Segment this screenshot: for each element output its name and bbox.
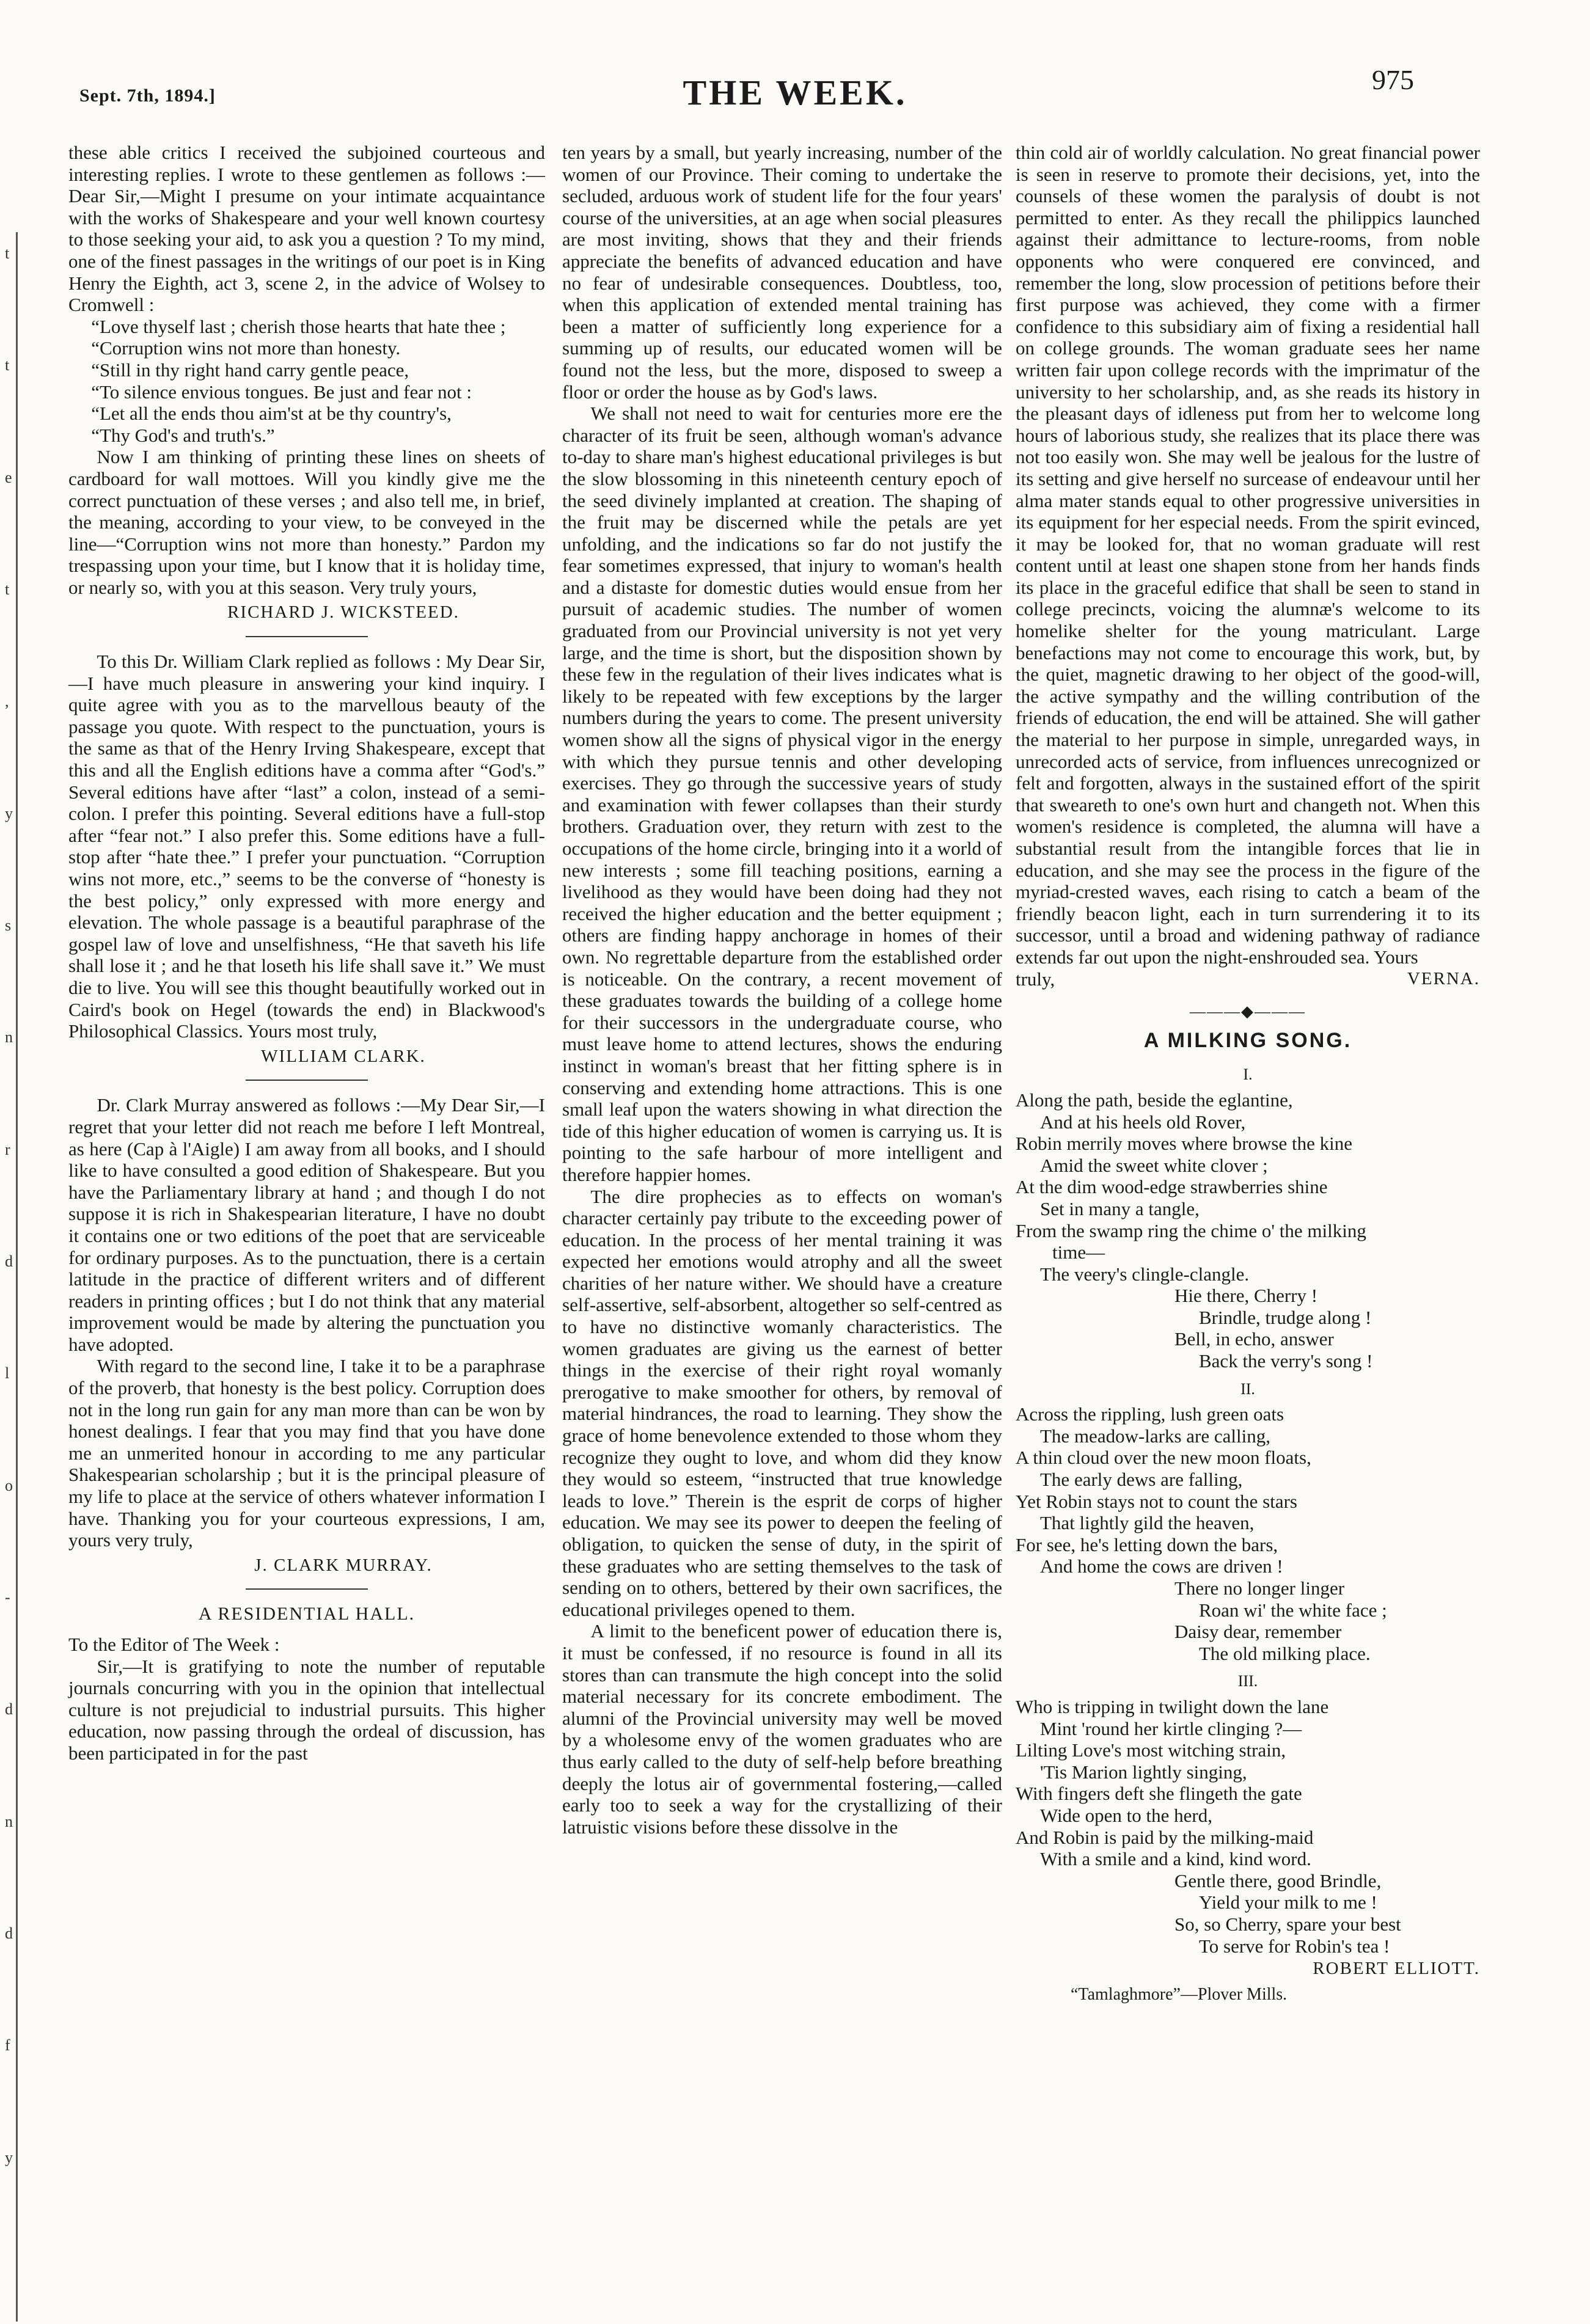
edge-fragment: d: [5, 1252, 13, 1270]
stanza-number: II.: [1240, 1379, 1255, 1398]
column-1: [68, 142, 545, 1764]
poem-line: That lightly gild the heaven,: [1040, 1512, 1255, 1534]
article-paragraph: We shall not need to wait for centuries more ere the character of its fruit be seen, although woman's advance to-day to share man's highest educational privileges is but the slow blossoming in this nineteenth century epoch of the seed divinely implanted at creation. The shaping of the fruit may be discerned while the petals are yet unfolding, and the indications so far do not justify the fear sometimes expressed, that injury to woman's health and a distaste for domestic duties would ensue from her pursuit of academic studies. The number of women graduated from our Provincial university is not yet very large, and the time is short, but the disposition shown by these few in the regulation of their lives indicates what is likely to be repeated with few exceptions by the larger numbers during the years to come. The present university women show all the signs of physical vigor in the energy with which they pursue tennis and other developing exercises. They go through the successive years of study and examination with fewer collapses than their sturdy brothers. Graduation over, they return with zest to the occupations of the home circle, bringing into it a world of new interests ; some fill teaching positions, earning a livelihood as they would have been doing had they not received the higher education and the better equipment ; others are finding happy anchorage in homes of their own. No regrettable departure from the established order is noticeable. On the contrary, a recent movement of these graduates towards the building of a college home for their successors in the undergraduate course, who must leave home to attend lectures, shows the enduring instinct in woman's breast that her fitting sphere is in conserving and extending home attractions. This is one small leaf upon the waters showing in what direction the tide of this higher education of women is carrying us. It is pointing to the safe harbour of more intelligent and therefore happier homes.: [562, 403, 1002, 1185]
poem-line: Roan wi' the white face ;: [1199, 1599, 1387, 1621]
poem-line: Yet Robin stays not to count the stars: [1016, 1490, 1297, 1512]
stanza-2: [1016, 1403, 1480, 1664]
poem-line: The meadow-larks are calling,: [1040, 1425, 1270, 1447]
poem-line: Set in many a tangle,: [1040, 1197, 1200, 1219]
edge-fragment: n: [5, 1813, 13, 1830]
divider: [246, 1588, 368, 1590]
edge-fragment: ,: [5, 692, 9, 710]
signoff-closing: truly,: [1016, 968, 1055, 990]
poem-line: With fingers deft she flingeth the gate: [1016, 1783, 1302, 1805]
poem-line: 'Tis Marion lightly singing,: [1040, 1761, 1247, 1783]
article-paragraph: thin cold air of worldly calculation. No great financial power is seen in reserve to promote their decisions, yet, into the counsels of these women the paralysis of doubt is not permitted to enter. As they recall the philippics launched against their admittance to lecture-rooms, from noble opponents who were conquered ere convinced, and remember the long, slow procession of petitions before their first purpose was achieved, they come with a firmer confidence to this subsidiary aim of fixing a residential hall on college grounds. The woman graduate sees her name written fair upon college records with the imprimatur of the university to her scholarship, and, as she reads its history in the pleasant days of idleness put from her to welcome long hours of laborious study, she realizes that its place there was not too easily won. She may well be jealous for the lustre of its setting and give herself no surcease of endeavour until her alma mater stands equal to other progressive universities in its equipment for her especial needs. From the spirit evinced, it may be looked for, that no woman graduate will rest content until at least one shapen stone from her hands finds its place in the graceful edifice that shall be seen to stand in college precincts, voicing the alumnæ's welcome to its homelike shelter for the young matriculant. Large benefactions may not come to encourage this work, but, by the quiet, magnetic drawing to her object of the good-will, the active sympathy and the willing contribution of the friends of education, the end will be attained. She will gather the material to her purpose in simple, unregarded ways, in unrecorded acts of service, from influences unrecognized or felt and forgotten, always in the sustained effort of the spirit that sweareth to one's own hurt and changeth not. When this women's residence is completed, the alumna will have a substantial result from the intangible forces that lie in education, and she may see the process in the figure of the myriad-crested waves, each rising to catch a beam of the friendly beacon light, each in turn surrendering it to its successor, until a broad and widening pathway of radiance extends far out upon the night-enshrouded sea. Yours: [1016, 142, 1480, 968]
verna-signoff: [1016, 968, 1480, 990]
poem-line: Along the path, beside the eglantine,: [1016, 1089, 1293, 1111]
poem-line: From the swamp ring the chime o' the milking: [1016, 1219, 1366, 1241]
residential-hall-paragraph: Sir,—It is gratifying to note the number of reputable journals concurring with you in the opinion that intellectual culture is not prejudicial to industrial pursuits. This higher education, now passing through the ordeal of discussion, has been participated in for the past: [68, 1655, 545, 1764]
poem-line: Robin merrily moves where browse the kine: [1016, 1133, 1352, 1155]
quote-line: “Love thyself last ; cherish those hearts that hate thee ;: [91, 315, 506, 337]
divider: [246, 1080, 368, 1081]
publication-title: THE WEEK.: [683, 73, 907, 112]
poem-line: With a smile and a kind, kind word.: [1040, 1848, 1311, 1870]
poem-line: At the dim wood-edge strawberries shine: [1016, 1176, 1328, 1198]
poem-line: For see, he's letting down the bars,: [1016, 1533, 1278, 1555]
poem-line: There no longer linger: [1174, 1577, 1345, 1599]
quote-line: “To silence envious tongues. Be just and fear not :: [91, 381, 472, 403]
poem-line: And home the cows are driven !: [1040, 1555, 1283, 1577]
quote-line: “Thy God's and truth's.”: [91, 424, 275, 446]
poem-line: Who is tripping in twilight down the lane: [1016, 1695, 1329, 1717]
poem-line: And Robin is paid by the milking-maid: [1016, 1826, 1314, 1848]
poem-line: Lilting Love's most witching strain,: [1016, 1739, 1286, 1761]
edge-fragment: t: [5, 356, 10, 374]
poem-line: The veery's clingle-clangle.: [1040, 1263, 1250, 1285]
poem-line: A thin cloud over the new moon floats,: [1016, 1447, 1311, 1469]
quote-line: “Let all the ends thou aim'st at be thy country's,: [91, 403, 452, 425]
edge-fragment: t: [5, 244, 10, 262]
quote-line: “Still in thy right hand carry gentle peace,: [91, 359, 409, 381]
poem-line: Amid the sweet white clover ;: [1040, 1154, 1268, 1176]
signature-verna: VERNA.: [1407, 968, 1480, 988]
murray-reply-1: Dr. Clark Murray answered as follows :—My Dear Sir,—I regret that your letter did not reach me before I left Montreal, as here (Cap à l'Aigle) I am away from all books, and I should like to have consulted a good edition of Shakespeare. But you have the Parliamentary library at hand ; and though I do not suppose it is rich in Shakespearian literature, I have no doubt it contains one or two editions of the poet that are serviceable for ordinary purposes. As to the punctuation, there is a certain latitude in the practice of different writers and of different readers in printing offices ; but I do not think that any material improvement would be made by altering the punctuation you have adopted.: [68, 1094, 545, 1355]
edge-fragment: t: [5, 580, 10, 598]
article-paragraph: The dire prophecies as to effects on woman's character certainly pay tribute to the exceeding power of education. In the process of her mental training it was expected her emotions would atrophy and all the sweet charities of her nature wither. We should have a creature self-assertive, self-absorbent, altogether so self-centred as to have no distinctive womanly characteristics. The women graduates are giving us the earnest of better things in the exercise of their right royal womanly prerogative to make smoother for others, by removal of material hindrances, the road to learning. They show the grace of home benevolence extended to those whom they recognize they ought to love, and whom did they know they would so esteem, “instructed that true knowledge leads to love.” Therein is the esprit de corps of higher education. We may see its power to deepen the feeling of obligation, to quicken the sense of duty, in the spirit of these graduates who are setting themselves to the task of sending on to others, bettered by their own sacrifices, the educational privileges opened to them.: [562, 1185, 1002, 1620]
page-number: 975: [1372, 64, 1414, 95]
article-paragraph: A limit to the beneficent power of education there is, it must be confessed, if no resource is found in all its stores than can transmute the high concept into the solid material necessary for its concrete embodiment. The alumni of the Provincial university may well be moved by a wholesome envy of the women graduates who are thus early called to the duty of self-help before breathing deeply the lotus air of governmental fostering,—called early too to seek a way for the crystallizing of their latruistic visions before these dissolve in the: [562, 1620, 1002, 1838]
edge-fragment: r: [5, 1141, 10, 1158]
murray-reply-2: With regard to the second line, I take it to be a paraphrase of the proverb, that honesty is the best policy. Corruption does not in the long run gain for any man more than can be won by honest dealings. I fear that you may find that you have done me an unmerited honour in according to me any particular Shakespearian scholarship ; but it is the principal pleasure of my life to place at the service of others whatever information I have. Thanking you for your courteous expressions, I am, yours very truly,: [68, 1355, 545, 1551]
quote-line: “Corruption wins not more than honesty.: [91, 337, 401, 359]
poem-line: Brindle, trudge along !: [1199, 1306, 1372, 1328]
poem-line: Mint 'round her kirtle clinging ?—: [1040, 1717, 1302, 1739]
edge-fragment: e: [5, 469, 12, 486]
poem: [1016, 1064, 1480, 2005]
poem-author: ROBERT ELLIOTT.: [1313, 1959, 1480, 1979]
poem-line: Across the rippling, lush green oats: [1016, 1403, 1284, 1425]
edge-fragment: l: [5, 1364, 10, 1382]
article-paragraph: ten years by a small, but yearly increasing, number of the women of our Province. Their coming to undertake the secluded, arduous work of student life for the four years' course of the universities, at an age when social pleasures are most inviting, shows that they and their friends appreciate the benefits of advanced education and have no fear of undesirable consequences. Doubtless, too, when this application of extended mental training has been a matter of sufficiently long experience for a summing up of results, our educated women will be found not the less, but the more, disposed to sweep a floor or order the house as by God's laws.: [562, 142, 1002, 403]
column-3: [1016, 142, 1480, 2005]
stanza-number: I.: [1243, 1065, 1253, 1084]
stanza-1: [1016, 1089, 1480, 1372]
column-2: [562, 142, 1002, 1838]
poem-title: A MILKING SONG.: [1143, 1028, 1352, 1052]
edge-fragment: y: [5, 805, 13, 822]
poem-line: Back the verry's song !: [1199, 1350, 1373, 1372]
clark-reply: To this Dr. William Clark replied as follows : My Dear Sir,—I have much pleasure in answering your kind inquiry. I quite agree with you as to the marvellous beauty of the passage you quote. With respect to the punctuation, yours is the same as that of the Henry Irving Shakespeare, except that this and all the English editions have a comma after “God's.” Several editions have after “last” a colon, instead of a semi-colon. I prefer this pointing. Several editions have a full-stop after “fear not.” I also prefer this. Some editions have a full-stop after “hate thee.” I prefer your punctuation. “Corruption wins not more, etc.,” seems to be the converse of “honesty is the best policy,” only expressed with more energy and elevation. The whole passage is a beautiful paraphrase of the gospel law of love and unselfishness, “He that saveth his life shall lose it ; and he that loseth his life shall save it.” We must die to live. You will see this thought beautifully worked out in Caird's book on Hegel (towards the end) in Blackwood's Philosophical Classics. Yours most truly,: [68, 651, 545, 1042]
divider: [246, 636, 368, 637]
signature-wickstead: RICHARD J. WICKSTEED.: [227, 602, 460, 623]
edge-fragment: s: [5, 916, 12, 934]
edge-fragments: [0, 244, 24, 2322]
poem-line: The early dews are falling,: [1040, 1469, 1243, 1491]
poem-line: Bell, in echo, answer: [1174, 1328, 1334, 1350]
signature-clark: WILLIAM CLARK.: [261, 1046, 426, 1066]
issue-date: Sept. 7th, 1894.]: [79, 86, 216, 106]
poem-line: The old milking place.: [1199, 1642, 1371, 1664]
poem-line: time—: [1052, 1241, 1105, 1263]
stanza-number: III.: [1237, 1672, 1258, 1690]
wickstead-letter-body: Now I am thinking of printing these lines on sheets of cardboard for wall mottoes. Will you kindly give me the correct punctuation of these verses ; and also tell me, in brief, the meaning, according to your view, to be conveyed in the line—“Corruption wins not more than honesty.” Pardon my trespassing upon your time, but I know that it is holiday time, or nearly so, with you at this season. Very truly yours,: [68, 446, 545, 598]
page-header: [0, 0, 1590, 122]
residential-hall-heading: A RESIDENTIAL HALL.: [198, 1604, 416, 1624]
edge-fragment: o: [5, 1477, 13, 1494]
poem-line: Wide open to the herd,: [1040, 1804, 1212, 1826]
ornament-divider: ———◆———: [1190, 1003, 1306, 1021]
stanza-3: [1016, 1696, 1480, 1957]
shakespeare-quote: [68, 316, 545, 447]
poem-line: Daisy dear, remember: [1174, 1621, 1342, 1643]
poem-place: “Tamlaghmore”—Plover Mills.: [1071, 1984, 1288, 2004]
poem-line: To serve for Robin's tea !: [1199, 1935, 1390, 1957]
edge-fragment: d: [5, 1700, 13, 1718]
edge-fragment: d: [5, 1924, 13, 1942]
edge-fragment: f: [5, 2036, 10, 2054]
edge-fragment: y: [5, 2149, 13, 2166]
edge-fragment: n: [5, 1028, 13, 1046]
poem-line: So, so Cherry, spare your best: [1174, 1913, 1401, 1935]
wickstead-letter-intro: these able critics I received the subjoined courteous and interesting replies. I wrote to these gentlemen as follows :—Dear Sir,—Might I presume on your intimate acquaintance with the works of Shakespeare and your well known courtesy to those seeking your aid, to ask you a question ? To my mind, one of the finest passages in the writings of our poet is in King Henry the Eighth, act 3, scene 2, in the advice of Wolsey to Cromwell :: [68, 142, 545, 316]
poem-line: And at his heels old Rover,: [1040, 1111, 1246, 1133]
edge-fragment: -: [5, 1588, 10, 1606]
residential-hall-salutation: To the Editor of The Week :: [68, 1634, 280, 1655]
poem-line: Yield your milk to me !: [1199, 1891, 1377, 1913]
poem-line: Hie there, Cherry !: [1174, 1285, 1318, 1307]
poem-line: Gentle there, good Brindle,: [1174, 1869, 1382, 1891]
signature-murray: J. CLARK MURRAY.: [254, 1555, 433, 1575]
